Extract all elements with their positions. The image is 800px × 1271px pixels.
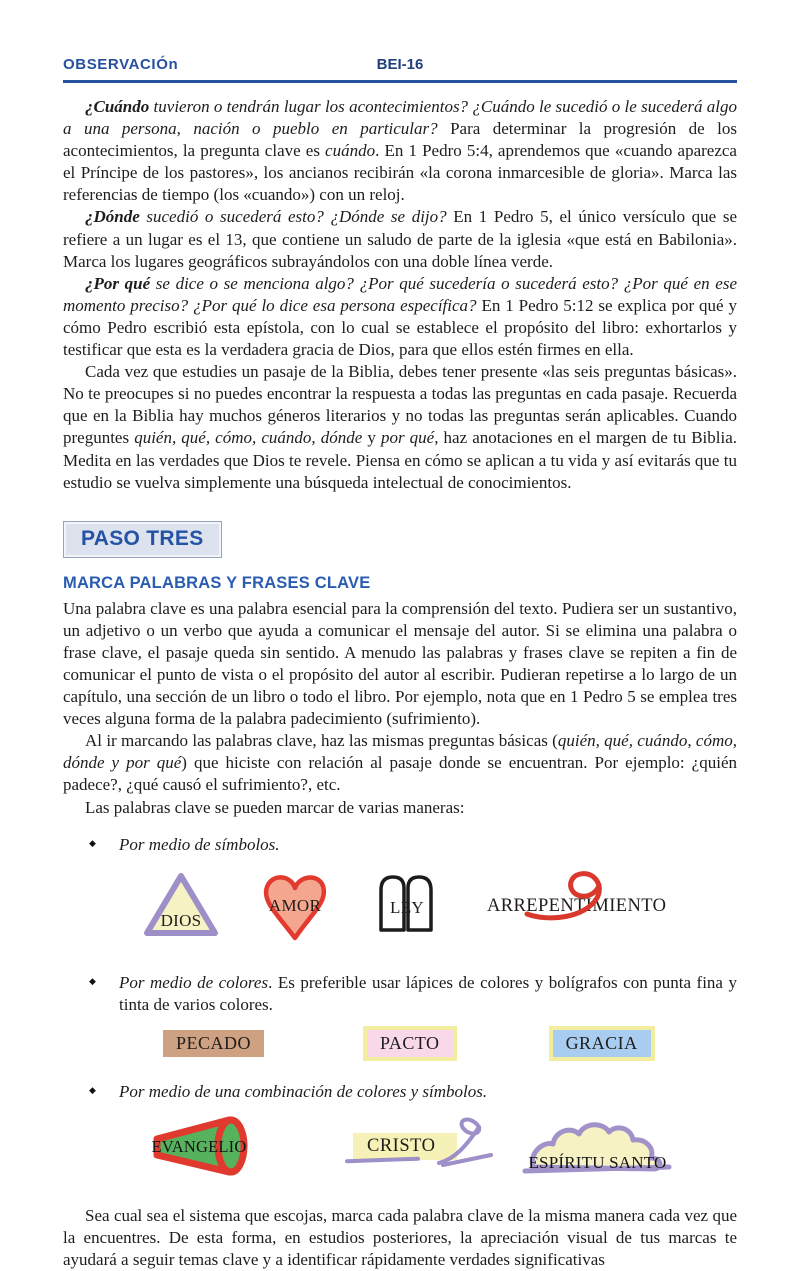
combo-cristo: [353, 1133, 457, 1160]
bullet-combinacion-text: Por medio de una combinación de colores y símbolos.: [119, 1081, 488, 1101]
italic-run: quién, qué, cómo, cuándo, dónde: [134, 428, 363, 448]
paragraph-varias-maneras: [63, 797, 737, 819]
text-run: Cada vez que estudies un pasaje de la Biblia, debes tener presente «las seis preguntas básicas». No te preocupes si no puedes encontrar la respuesta a todas las preguntas en cada pasaje. Recuerda que en la Biblia hay muchos géneros literarios y no todas las preguntas serán aplicables. Cuando preguntes: [63, 362, 737, 448]
paragraph-al-ir-marcando: [63, 730, 737, 796]
text-run: Al ir marcando las palabras clave, haz las mismas preguntas básicas (: [85, 731, 558, 751]
symbol-arrepentimiento: [487, 896, 666, 930]
header-rule: [63, 80, 737, 83]
diamond-bullet-icon: ◆: [89, 838, 96, 849]
bullet-colores: [89, 972, 737, 1016]
italic-run: Por medio de colores: [119, 972, 269, 992]
text-run: Para determinar la progresión de los acontecimientos, la pregunta clave es: [63, 119, 737, 161]
paragraph-porque: [63, 273, 737, 361]
section-heading: MARCA PALABRAS Y FRASES CLAVE: [63, 573, 371, 592]
symbol-ley-label: LEY: [390, 897, 424, 917]
combo-espiritu-santo: [521, 1115, 673, 1177]
step-badge: [63, 521, 222, 558]
lead-donde: ¿Dónde: [85, 207, 147, 227]
running-head-section: OBSERVACIÓn: [63, 56, 179, 73]
symbol-dios-label: DIOS: [160, 910, 202, 930]
italic-run: quién, qué, cuándo, cómo, dónde y por qué: [63, 731, 737, 773]
color-highlights-row: [163, 1026, 737, 1061]
paragraph-donde: [63, 206, 737, 272]
text-run: . En 1 Pedro 5:4, aprendemos que «cuando aparezca el Príncipe de los pastores», los ancianos recibirán «la corona inmarcesible de gloria». Marca las referencias de tiempo (los «cuando») con un reloj.: [63, 141, 737, 205]
italic-run: por qué: [380, 428, 435, 448]
question-run: tuvieron o tendrán lugar los acontecimientos? ¿Cuándo le sucedió o le sucederá algo a una persona, nación o pueblo en particular?: [63, 97, 737, 139]
symbols-row: [141, 870, 737, 946]
highlight-pacto: PACTO: [363, 1026, 457, 1061]
paragraph-cuando: [63, 96, 737, 206]
bullet-combinacion: [89, 1081, 737, 1103]
symbol-arrepentimiento-label: ARREPENTIMIENTO: [487, 895, 667, 916]
step-badge-label: PASO TRES: [81, 526, 204, 550]
text-run: , haz anotaciones en el margen de tu Biblia. Medita en las verdades que Dios te revele. Piensa en cómo se aplican a tu vida y así evitarás que tu estudio se vuelva simplemente una búsqueda intelectual de conocimientos.: [63, 428, 738, 492]
question-run: sucedió o sucederá esto? ¿Dónde se dijo?: [146, 207, 454, 227]
text-run: . Es preferible usar lápices de colores y bolígrafos con punta fina y tinta de varios colores.: [119, 972, 737, 1014]
combo-evangelio-label: EVANGELIO: [151, 1137, 247, 1156]
symbol-amor-label: AMOR: [268, 895, 322, 915]
lead-porque: ¿Por qué: [85, 273, 156, 293]
paragraph-closing: [63, 1205, 737, 1271]
combo-evangelio: [147, 1113, 265, 1179]
running-header: [63, 0, 737, 78]
running-head-code: BEI-16: [376, 56, 424, 73]
symbol-dios: [141, 870, 221, 940]
highlight-gracia: GRACIA: [549, 1026, 655, 1061]
lead-cuando: ¿Cuándo: [85, 97, 154, 116]
question-run: se dice o se menciona algo? ¿Por qué sucedería o sucederá esto? ¿Por qué en ese momento preciso? ¿Por qué lo dice esa persona específica?: [63, 273, 737, 315]
diamond-bullet-icon: ◆: [89, 976, 96, 987]
bullet-colores-text: [119, 972, 737, 1016]
combo-cristo-label: CRISTO: [353, 1133, 457, 1160]
text-run: En 1 Pedro 5, el único versículo que se refiere a un lugar es el 13, que contiene un saludo de parte de la iglesia «que está en Babilonia». Marca los lugares geográficos subrayándolos con una doble línea verde.: [63, 207, 737, 271]
symbol-amor: [259, 870, 331, 946]
text-run: ) que hiciste con relación al pasaje donde se encuentran. Por ejemplo: ¿quién padece?, ¿qué causó el sufrimiento?, etc.: [63, 753, 737, 795]
arrow-swoosh-icon: [521, 862, 625, 928]
text-run: Sea cual sea el sistema que escojas, marca cada palabra clave de la misma manera cada vez que la encuentres. De esta forma, en estudios posteriores, la apreciación visual de tus marcas te ayudará a seguir temas clave y a identificar rápidamente verdades significativas: [63, 1206, 737, 1270]
staff-icon: [433, 1115, 495, 1169]
paragraph-palabra-clave: [63, 598, 737, 731]
combo-row: [147, 1113, 737, 1179]
combo-espiritu-santo-label: ESPÍRITU SANTO: [528, 1153, 667, 1172]
bullet-simbolos-text: Por medio de símbolos.: [119, 834, 280, 854]
highlight-pecado: PECADO: [163, 1030, 264, 1057]
text-run: Las palabras clave se pueden marcar de varias maneras:: [85, 797, 465, 817]
symbol-ley: [373, 870, 441, 934]
italic-run: cuándo: [325, 141, 376, 161]
text-run: y: [362, 428, 381, 448]
text-run: En 1 Pedro 5:12 se explica por qué y cómo Pedro escribió esta epístola, con lo cual se establece el propósito del libro: exhortarlos y testificar que esta es la verdadera gracia de Dios, para que ellos estén firmes en ella.: [63, 295, 738, 360]
bullet-simbolos: [89, 834, 737, 856]
text-run: Una palabra clave es una palabra esencial para la comprensión del texto. Pudiera ser un sustantivo, un adjetivo o un verbo que ayuda a comunicar el mensaje del autor. Si se elimina una palabra o frase clave, el pasaje queda sin sentido. A menudo las palabras y frases clave se repiten a fin de comunicar el punto de vista o el propósito del autor al escribir. Pudieran repetirse a lo largo de un capítulo, una sección de un libro o todo el libro. Por ejemplo, nota que en 1 Pedro 5 se emplea tres veces alguna forma de la palabra padecimiento (sufrimiento).: [63, 598, 737, 729]
paragraph-seis-preguntas: [63, 361, 737, 494]
diamond-bullet-icon: ◆: [89, 1085, 96, 1096]
